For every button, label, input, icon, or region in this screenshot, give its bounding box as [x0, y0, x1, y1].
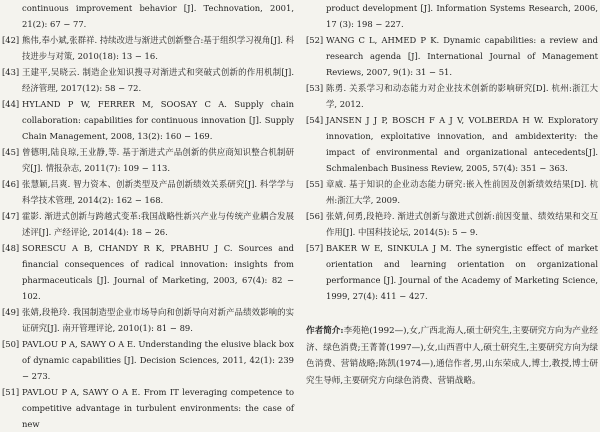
reference-number: [50]	[2, 339, 20, 349]
reference-entry	[2, 304, 294, 336]
reference-entry	[2, 240, 294, 304]
reference-number: [43]	[2, 67, 20, 77]
reference-number: [42]	[2, 35, 20, 45]
reference-number: [44]	[2, 99, 20, 109]
reference-entry	[306, 176, 598, 208]
reference-number: [47]	[2, 211, 20, 221]
reference-entry	[2, 64, 294, 96]
author-bio-label: 作者简介:	[306, 326, 344, 336]
reference-entry	[306, 112, 598, 176]
reference-entry	[2, 384, 294, 432]
reference-number: [56]	[306, 211, 324, 221]
author-bio-text: 李苑艳(1992—),女,广西北海人,硕士研究生,主要研究方向为产业经济、绿色消费;王菁菁(1997—),女,山西晋中人,硕士研究生,主要研究方向为绿色消费、营销战略;陈凯(1974—),通信作者,男,山东荣成人,博士,教授,博士研究生导师,主要研究方向绿色消费、营销战略。	[306, 326, 598, 386]
reference-number: [53]	[306, 83, 324, 93]
reference-text: 章威. 基于知识的企业动态能力研究:嵌入性前因及创新绩效结果[D]. 杭州:浙江大学, 2009.	[326, 179, 598, 205]
reference-number: [49]	[2, 307, 20, 317]
reference-text: 熊伟,奉小斌,张群祥. 持续改进与渐进式创新整合:基于组织学习视角[J]. 科技进步与对策, 2010(18): 13 − 16.	[22, 35, 294, 61]
reference-number: [57]	[306, 243, 324, 253]
reference-number: [54]	[306, 115, 324, 125]
reference-number: [52]	[306, 35, 324, 45]
reference-entry	[2, 0, 294, 32]
reference-entry	[306, 80, 598, 112]
reference-text: product development [J]. Information Systems Research, 2006, 17 (3): 198 − 227.	[326, 3, 598, 29]
reference-text: 陈勇. 关系学习和动态能力对企业技术创新的影响研究[D]. 杭州:浙江大学, 2012.	[326, 83, 598, 109]
reference-text: 张慧颖,吕爽. 智力资本、创新类型及产品创新绩效关系研究[J]. 科学学与科学技术管理, 2014(2): 162 − 168.	[22, 179, 294, 205]
reference-text: BAKER W E, SINKULA J M. The synergistic effect of market orientation and learning orientation on organizational performance [J]. Journal of the Academy of Marketing Science, 1999, 27(4): 411 − 427.	[326, 243, 598, 301]
right-reference-column	[306, 0, 598, 304]
reference-text: WANG C L, AHMED P K. Dynamic capabilities: a review and research agenda [J]. International Journal of Management Reviews, 2007, 9(1): 31 − 51.	[326, 35, 598, 77]
reference-number: [46]	[2, 179, 20, 189]
reference-entry	[2, 336, 294, 384]
reference-text: HYLAND P W, FERRER M, SOOSAY C A. Supply chain collaboration: capabilities for continuous innovation [J]. Supply Chain Management, 2008, 13(2): 160 − 169.	[22, 99, 294, 141]
reference-entry	[306, 0, 598, 32]
reference-text: continuous improvement behavior [J]. Technovation, 2001, 21(2): 67 − 77.	[22, 3, 294, 29]
reference-text: SORESCU A B, CHANDY R K, PRABHU J C. Sources and financial consequences of radical innovation: insights from pharmaceuticals [J]. Journal of Marketing, 2003, 67(4): 82 − 102.	[22, 243, 294, 301]
reference-number: [51]	[2, 387, 20, 397]
reference-entry	[2, 176, 294, 208]
reference-text: 张婧,段艳玲. 我国制造型企业市场导向和创新导向对新产品绩效影响的实证研究[J]. 南开管理评论, 2010(1): 81 − 89.	[22, 307, 294, 333]
reference-text: PAVLOU P A, SAWY O A E. Understanding the elusive black box of dynamic capabilities [J]. Decision Sciences, 2011, 42(1): 239 − 273.	[22, 339, 294, 381]
reference-entry	[2, 96, 294, 144]
reference-text: 王建平,吴晓云. 制造企业知识搜寻对渐进式和突破式创新的作用机制[J]. 经济管理, 2017(12): 58 − 72.	[22, 67, 294, 93]
reference-entry	[306, 208, 598, 240]
left-reference-column	[2, 0, 294, 432]
reference-entry	[306, 240, 598, 304]
author-bio	[306, 323, 598, 389]
reference-entry	[2, 32, 294, 64]
reference-text: 霍影. 渐进式创新与跨越式变革:我国战略性新兴产业与传统产业耦合发展述评[J]. 产经评论, 2014(4): 18 − 26.	[22, 211, 294, 237]
reference-text: JANSEN J J P, BOSCH F A J V, VOLBERDA H W. Exploratory innovation, exploitative innovation, and ambidexterity: the impact of environmental and organizational antecedents[J]. Schmalenbach Business Review, 2005, 57(4): 351 − 363.	[326, 115, 598, 173]
reference-text: PAVLOU P A, SAWY O A E. From IT leveraging competence to competitive advantage in turbulent environments: the case of new	[22, 387, 294, 429]
reference-text: 张婧,何勇,段艳玲. 渐进式创新与激进式创新:前因变量、绩效结果和交互作用[J]. 中国科技论坛, 2014(5): 5 − 9.	[326, 211, 598, 237]
reference-number: [48]	[2, 243, 20, 253]
reference-entry	[2, 208, 294, 240]
reference-number: [45]	[2, 147, 20, 157]
reference-text: 曾德明,陆良琼,王业静,等. 基于渐进式产品创新的供应商知识整合机制研究[J]. 情报杂志, 2011(7): 109 − 113.	[22, 147, 294, 173]
reference-entry	[2, 144, 294, 176]
reference-number: [55]	[306, 179, 324, 189]
reference-entry	[306, 32, 598, 80]
